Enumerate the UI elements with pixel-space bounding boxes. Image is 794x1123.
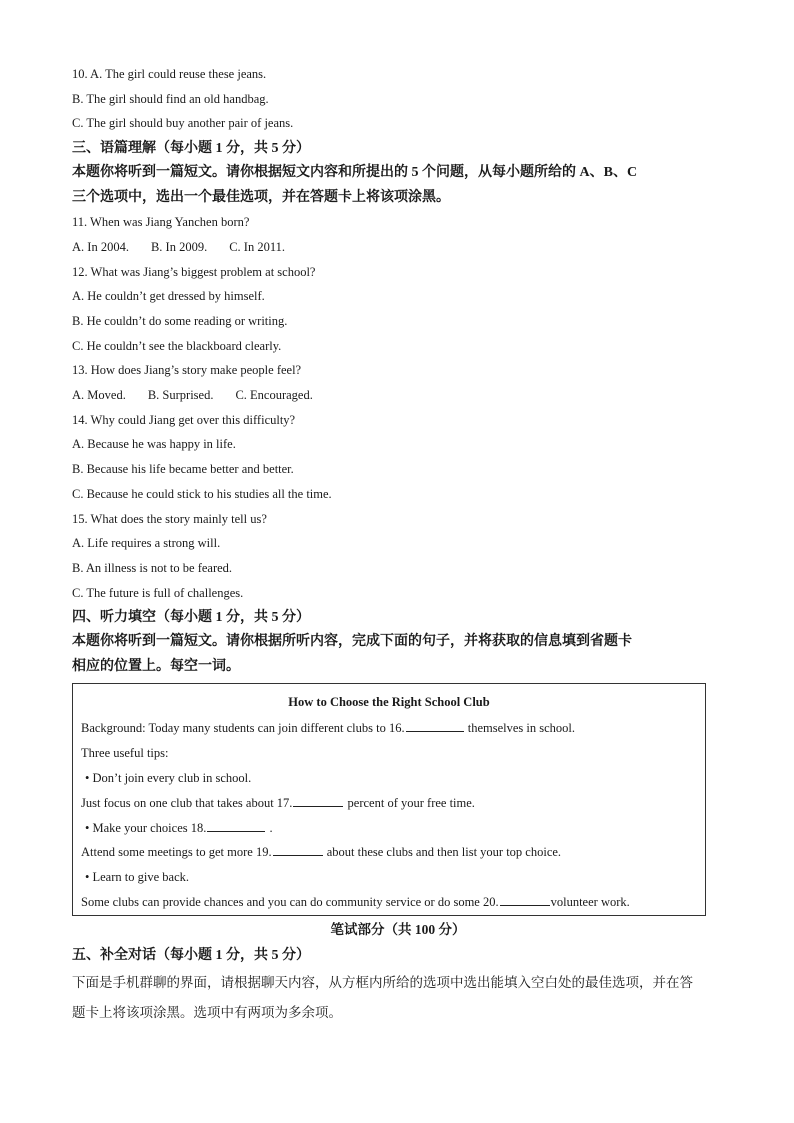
blank-17[interactable] xyxy=(293,793,343,807)
box-tips-heading: Three useful tips: xyxy=(81,746,169,761)
blank-19[interactable] xyxy=(273,842,323,856)
option-a: A. Because he was happy in life. xyxy=(72,437,236,452)
blank-18[interactable] xyxy=(207,818,265,832)
box-background-line xyxy=(81,716,697,741)
section5-title: 五、补全对话（每小题 1 分，共 5 分） xyxy=(72,947,310,963)
section4-title: 四、听力填空（每小题 1 分，共 5 分） xyxy=(72,610,310,626)
option-b: B. An illness is not to be feared. xyxy=(72,560,233,575)
box-tip-3-detail xyxy=(81,890,697,915)
question-11: 11. When was Jiang Yanchen born? xyxy=(72,215,250,230)
option-b: B. He couldn’t do some reading or writing. xyxy=(72,313,288,328)
option-c: C. Because he could stick to his studies all the time. xyxy=(72,486,332,501)
text: themselves in school. xyxy=(464,721,576,736)
section4-instruction-2: 相应的位置上。每空一词。 xyxy=(72,658,240,674)
option-c: C. Encouraged. xyxy=(235,388,313,403)
question-13: 13. How does Jiang’s story make people feel? xyxy=(72,363,302,378)
question-13-options xyxy=(72,383,724,408)
option-a: A. Life requires a strong will. xyxy=(72,536,221,551)
blank-20[interactable] xyxy=(500,892,550,906)
section5-instruction-2: 题卡上将该项涂黑。选项中有两项为多余项。 xyxy=(72,1004,342,1020)
q10-option-a: 10. A. The girl could reuse these jeans. xyxy=(72,67,267,81)
text: Attend some meetings to get more 19. xyxy=(81,845,272,860)
option-c: C. In 2011. xyxy=(229,239,285,254)
listening-fill-box xyxy=(72,683,706,915)
question-12: 12. What was Jiang’s biggest problem at school? xyxy=(72,264,316,279)
option-b: B. Surprised. xyxy=(147,388,214,403)
option-b: B. In 2009. xyxy=(150,239,208,254)
box-tip-2 xyxy=(81,816,697,841)
question-15: 15. What does the story mainly tell us? xyxy=(72,511,267,526)
option-c: C. The future is full of challenges. xyxy=(72,585,244,600)
section3-instruction-1: 本题你将听到一篇短文。请你根据短文内容和所提出的 5 个问题，从每小题所给的 A、B、C xyxy=(72,165,638,181)
section3-instruction-2: 三个选项中，选出一个最佳选项，并在答题卡上将该项涂黑。 xyxy=(72,189,450,205)
q10-option-b: B. The girl should find an old handbag. xyxy=(72,91,269,106)
blank-16[interactable] xyxy=(406,718,464,732)
question-14: 14. Why could Jiang get over this difficulty? xyxy=(72,412,296,427)
exam-page xyxy=(72,62,724,1028)
text: . xyxy=(266,820,273,835)
option-c: C. He couldn’t see the blackboard clearly. xyxy=(72,338,282,353)
option-b: B. Because his life became better and better. xyxy=(72,462,294,477)
question-11-options xyxy=(72,235,724,260)
q10-option-c: C. The girl should buy another pair of jeans. xyxy=(72,116,294,131)
option-a: A. In 2004. xyxy=(72,239,129,254)
box-title: How to Choose the Right School Club xyxy=(288,695,490,710)
written-part-title: 笔试部分（共 100 分） xyxy=(330,921,466,937)
section5-instruction-1: 下面是手机群聊的界面，请根据聊天内容，从方框内所给的选项中选出能填入空白处的最佳选项，并在答 xyxy=(72,974,693,990)
text: percent of your free time. xyxy=(344,795,475,810)
option-a: A. He couldn’t get dressed by himself. xyxy=(72,289,265,304)
option-a: A. Moved. xyxy=(72,388,126,403)
text: Some clubs can provide chances and you can do community service or do some 20. xyxy=(81,894,499,909)
box-tip-1-detail xyxy=(81,791,697,816)
text: Background: Today many students can join different clubs to 16. xyxy=(81,721,405,736)
section3-title: 三、语篇理解（每小题 1 分，共 5 分） xyxy=(72,141,310,157)
box-tip-1: • Don’t join every club in school. xyxy=(85,770,252,785)
text: about these clubs and then list your top choice. xyxy=(323,845,562,860)
section4-instruction-1: 本题你将听到一篇短文。请你根据所听内容，完成下面的句子，并将获取的信息填到省题卡 xyxy=(72,634,632,650)
text: Just focus on one club that takes about 17. xyxy=(81,795,293,810)
text: volunteer work. xyxy=(550,894,630,909)
box-tip-3: • Learn to give back. xyxy=(85,870,189,885)
text: • Make your choices 18. xyxy=(85,820,207,835)
box-tip-2-detail xyxy=(81,840,697,865)
